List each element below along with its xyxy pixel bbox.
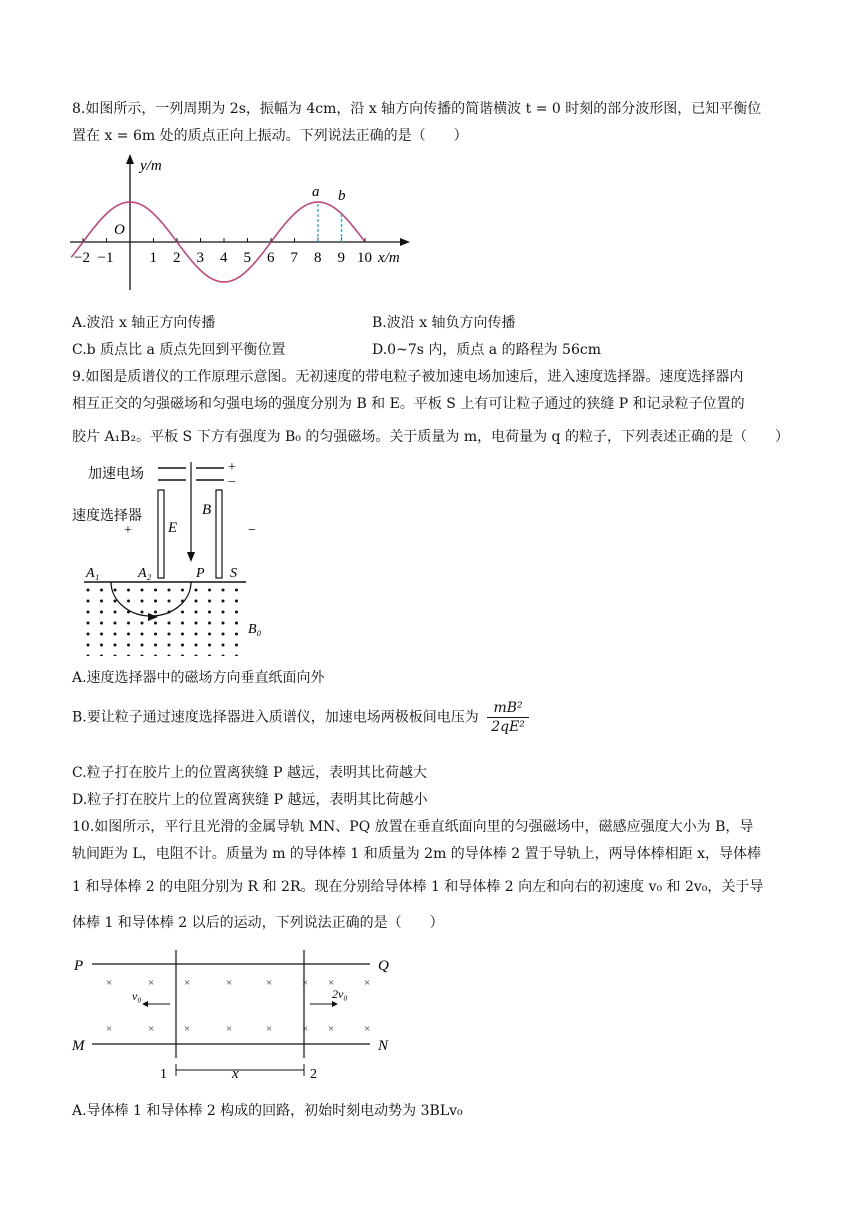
x-tick-label: 1 — [149, 250, 157, 266]
field-dot — [127, 633, 130, 636]
field-dot — [127, 655, 130, 657]
q8-option-a[interactable]: A.波沿 x 轴正方向传播 — [72, 315, 216, 331]
selector-plus: + — [124, 523, 132, 538]
b0-dot-field — [87, 589, 239, 657]
field-dot — [168, 611, 171, 614]
accel-plus: + — [228, 460, 236, 475]
p-label: P — [196, 566, 205, 581]
field-dot — [222, 611, 225, 614]
v0-label: v₀ — [132, 989, 142, 1003]
y-axis-arrow — [126, 154, 134, 164]
q8-option-b[interactable]: B.波沿 x 轴负方向传播 — [372, 315, 516, 331]
field-dot — [154, 589, 157, 592]
x-tick-label: 10 — [357, 250, 372, 266]
point-b-label: b — [338, 188, 346, 204]
field-dot — [195, 589, 198, 592]
field-dot — [141, 611, 144, 614]
field-dot — [235, 622, 238, 625]
field-dot — [100, 600, 103, 603]
particle-arc — [111, 582, 191, 616]
q10-stem-line2: 轨间距为 L，电阻不计。质量为 m 的导体棒 1 和质量为 2m 的导体棒 2 置于导轨上，两导体棒相距 x，导体棒 — [72, 846, 761, 862]
field-dot — [87, 611, 90, 614]
a2-label: A₂ — [138, 566, 152, 581]
arc-arrow — [148, 613, 158, 621]
field-dot — [87, 622, 90, 625]
field-dot — [208, 633, 211, 636]
field-dot — [235, 633, 238, 636]
field-dot — [181, 611, 184, 614]
q9-option-d[interactable]: D.粒子打在胶片上的位置离狭缝 P 越远，表明其比荷越小 — [72, 792, 428, 808]
field-dot — [114, 633, 117, 636]
field-dot — [100, 611, 103, 614]
q9-option-b-text: B.要让粒子通过速度选择器进入质谱仪，加速电场两极板间电压为 — [72, 709, 479, 726]
field-dot — [235, 644, 238, 647]
field-cross: × — [328, 1023, 335, 1035]
field-dot — [87, 589, 90, 592]
field-dot — [100, 644, 103, 647]
field-dot — [222, 600, 225, 603]
selector-plate-right — [216, 490, 222, 578]
accel-minus: − — [228, 475, 236, 490]
field-dot — [100, 655, 103, 657]
x-tick-label: 6 — [267, 250, 275, 266]
field-dot — [195, 611, 198, 614]
field-cross: × — [184, 1023, 191, 1035]
field-dot — [235, 589, 238, 592]
q10-rails-figure — [66, 946, 406, 1086]
x-tick-label: 9 — [337, 250, 345, 266]
x-axis-arrow — [400, 238, 410, 246]
q9-mass-spectrometer-figure — [66, 456, 286, 656]
field-dot — [100, 622, 103, 625]
field-dot — [127, 589, 130, 592]
q9-stem-line3: 胶片 A₁B₂。平板 S 下方有强度为 B₀ 的匀强磁场。关于质量为 m，电荷量为 q 的粒子，下列表述正确的是（ ） — [72, 429, 789, 445]
field-dot — [168, 633, 171, 636]
q9-option-b[interactable] — [72, 700, 529, 735]
field-dot — [181, 589, 184, 592]
field-cross: × — [226, 977, 233, 989]
field-cross: × — [364, 1023, 371, 1035]
field-cross: × — [302, 977, 309, 989]
field-dot — [100, 589, 103, 592]
selector-label: 速度选择器 — [72, 509, 142, 524]
field-dot — [208, 622, 211, 625]
field-dot — [222, 633, 225, 636]
q8-option-c[interactable]: C.b 质点比 a 质点先回到平衡位置 — [72, 342, 286, 358]
accel-label: 加速电场 — [88, 467, 144, 482]
origin-label: O — [114, 222, 125, 238]
field-dot — [141, 633, 144, 636]
field-dot — [181, 644, 184, 647]
q10-stem-line3: 1 和导体棒 2 的电阻分别为 R 和 2R。现在分别给导体棒 1 和导体棒 2 向左和向右的初速度 v₀ 和 2v₀，关于导 — [72, 879, 764, 895]
field-dot — [141, 589, 144, 592]
rod-2-label: 2 — [310, 1067, 317, 1082]
field-dot — [154, 633, 157, 636]
field-dot — [195, 644, 198, 647]
q10-stem-line4: 体棒 1 和导体棒 2 以后的运动，下列说法正确的是（ ） — [72, 915, 444, 931]
field-cross: × — [302, 1023, 309, 1035]
field-dot — [154, 600, 157, 603]
field-dot — [208, 589, 211, 592]
field-dot — [222, 644, 225, 647]
field-dot — [154, 655, 157, 657]
field-dot — [168, 644, 171, 647]
field-dot — [154, 622, 157, 625]
field-dot — [235, 611, 238, 614]
field-cross: × — [328, 977, 335, 989]
field-dot — [181, 655, 184, 657]
q8-option-d[interactable]: D.0~7s 内，质点 a 的路程为 56cm — [372, 342, 601, 358]
field-dot — [141, 644, 144, 647]
x-tick-label: 3 — [196, 250, 204, 266]
q8-stem-line2: 置在 x = 6m 处的质点正向上振动。下列说法正确的是（ ） — [72, 128, 468, 144]
field-dot — [168, 600, 171, 603]
fraction-numerator: mB² — [487, 700, 529, 718]
x-tick-label: 8 — [314, 250, 322, 266]
field-dot — [141, 600, 144, 603]
p-label: P — [74, 958, 84, 974]
y-axis-label: y/m — [140, 158, 162, 174]
field-b-label: B — [202, 502, 212, 518]
field-dot — [208, 611, 211, 614]
q10-option-a[interactable]: A.导体棒 1 和导体棒 2 构成的回路，初始时刻电动势为 3BLv₀ — [72, 1103, 463, 1119]
field-cross: × — [148, 1023, 155, 1035]
field-cross: × — [266, 1023, 273, 1035]
field-dot — [114, 600, 117, 603]
fraction-denominator: 2qE² — [491, 719, 525, 735]
x-label: x — [232, 1066, 239, 1082]
q9-option-c[interactable]: C.粒子打在胶片上的位置离狭缝 P 越远，表明其比荷越大 — [72, 765, 427, 781]
x-axis-label: x/m — [378, 250, 400, 266]
field-cross: × — [106, 1023, 113, 1035]
field-dot — [222, 622, 225, 625]
field-dot — [195, 633, 198, 636]
rod-1-label: 1 — [160, 1067, 167, 1082]
x-tick-label: 4 — [220, 250, 228, 266]
particle-arrow — [187, 552, 195, 562]
x-tick-label: 7 — [290, 250, 298, 266]
field-cross: × — [148, 977, 155, 989]
field-dot — [222, 655, 225, 657]
field-cross: × — [106, 977, 113, 989]
v0-arrowhead — [142, 1001, 148, 1007]
b-cross-field — [106, 977, 370, 1035]
field-dot — [87, 644, 90, 647]
q9-stem-line1: 9.如图是质谱仪的工作原理示意图。无初速度的带电粒子被加速电场加速后，进入速度选择器。速度选择器内 — [72, 369, 744, 385]
q-label: Q — [378, 958, 389, 974]
field-dot — [114, 655, 117, 657]
field-dot — [114, 622, 117, 625]
q10-stem-line1: 10.如图所示，平行且光滑的金属导轨 MN、PQ 放置在垂直纸面向里的匀强磁场中，磁感应强度大小为 B，导 — [72, 819, 754, 835]
v2-label: 2v₀ — [332, 987, 348, 1001]
field-dot — [195, 655, 198, 657]
field-dot — [141, 622, 144, 625]
a1-label: A₁ — [86, 566, 100, 581]
q8-wave-figure — [60, 150, 420, 300]
field-dot — [100, 633, 103, 636]
field-dot — [181, 633, 184, 636]
field-dot — [168, 589, 171, 592]
field-dot — [114, 644, 117, 647]
field-dot — [208, 644, 211, 647]
field-dot — [235, 655, 238, 657]
q9-option-b-fraction — [487, 700, 529, 735]
field-dot — [127, 644, 130, 647]
field-dot — [127, 600, 130, 603]
field-dot — [154, 644, 157, 647]
field-dot — [208, 600, 211, 603]
field-dot — [141, 655, 144, 657]
field-e-label: E — [168, 520, 178, 536]
q8-stem-line1: 8.如图所示，一列周期为 2s，振幅为 4cm，沿 x 轴方向传播的简谐横波 t = 0 时刻的部分波形图，已知平衡位 — [72, 101, 762, 117]
selector-plate-left — [158, 490, 164, 578]
x-tick-label: 5 — [243, 250, 251, 266]
x-tick-label: −1 — [97, 250, 114, 266]
field-dot — [114, 589, 117, 592]
field-dot — [87, 600, 90, 603]
x-tick-label: 2 — [173, 250, 181, 266]
field-cross: × — [364, 977, 371, 989]
field-cross: × — [266, 977, 273, 989]
field-cross: × — [184, 977, 191, 989]
m-label: M — [72, 1038, 85, 1054]
field-dot — [208, 655, 211, 657]
q9-option-a[interactable]: A.速度选择器中的磁场方向垂直纸面向外 — [72, 670, 325, 686]
x-tick-label: −2 — [74, 250, 90, 266]
q9-stem-line2: 相互正交的匀强磁场和匀强电场的强度分别为 B 和 E。平板 S 上有可让粒子通过的狭缝 P 和记录粒子位置的 — [72, 396, 745, 412]
field-dot — [168, 655, 171, 657]
field-dot — [195, 600, 198, 603]
b0-label: B₀ — [248, 622, 262, 637]
field-dot — [181, 622, 184, 625]
field-dot — [181, 600, 184, 603]
s-label: S — [230, 566, 237, 581]
field-dot — [87, 633, 90, 636]
field-dot — [127, 611, 130, 614]
field-dot — [235, 600, 238, 603]
selector-minus: − — [248, 523, 256, 538]
field-dot — [222, 589, 225, 592]
n-label: N — [378, 1038, 389, 1054]
field-dot — [114, 611, 117, 614]
point-a-label: a — [312, 184, 320, 200]
field-dot — [168, 622, 171, 625]
field-dot — [127, 622, 130, 625]
field-cross: × — [226, 1023, 233, 1035]
field-dot — [87, 655, 90, 657]
v2-arrowhead — [332, 1001, 338, 1007]
field-dot — [154, 611, 157, 614]
field-dot — [195, 622, 198, 625]
